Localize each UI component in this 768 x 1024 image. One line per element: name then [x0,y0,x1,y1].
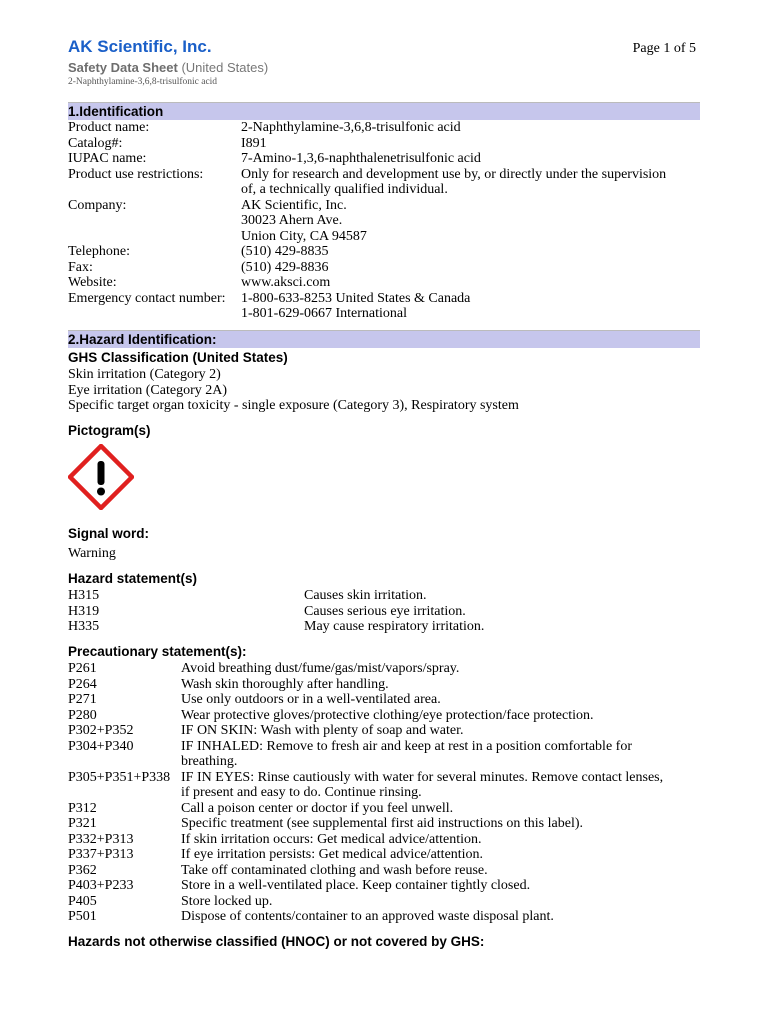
pictogram-heading: Pictogram(s) [68,423,151,438]
precaution-text-line: IF INHALED: Remove to fresh air and keep at rest in a position comfortable for [181,738,632,754]
hazard-text: Causes serious eye irritation. [304,603,466,619]
ghs-classification-item: Specific target organ toxicity - single exposure (Category 3), Respiratory system [68,398,519,413]
section-identification-header: 1.Identification [68,102,700,120]
precaution-text-line: Specific treatment (see supplemental first aid instructions on this label). [181,816,584,831]
identification-row [68,291,700,322]
precaution-code: P280 [68,707,97,723]
hazard-code: H335 [68,619,100,634]
precaution-text [181,739,701,770]
identification-value [241,120,701,136]
ghs-classification-heading: GHS Classification (United States) [68,350,288,365]
hazard-code: H319 [68,603,100,619]
hazard-code: H315 [68,588,100,603]
precaution-text [181,847,701,863]
section-hazard-header: 2.Hazard Identification: [68,330,700,348]
identification-label: Catalog#: [68,135,123,151]
precaution-text [181,801,701,817]
identification-value-line: www.aksci.com [241,275,331,290]
precaution-text-line: Store locked up. [181,893,273,909]
identification-row [68,244,700,260]
identification-label: Emergency contact number: [68,290,226,306]
precaution-text-line: Take off contaminated clothing and wash before reuse. [181,862,488,878]
identification-value [241,198,701,245]
ghs-classification-item: Eye irritation (Category 2A) [68,382,228,398]
hazard-text: Causes skin irritation. [304,588,427,603]
precaution-text [181,878,701,894]
precaution-code: P264 [68,676,97,692]
precaution-text-line: If skin irritation occurs: Get medical advice/attention. [181,831,482,847]
identification-value-line: AK Scientific, Inc. [241,197,347,213]
identification-row [68,275,700,291]
precaution-code: P403+P233 [68,878,134,893]
identification-value [241,167,701,198]
precaution-text-line: Avoid breathing dust/fume/gas/mist/vapors/spray. [181,661,460,676]
identification-value-line: 2-Naphthylamine-3,6,8-trisulfonic acid [241,120,461,135]
hnoc-heading: Hazards not otherwise classified (HNOC) or not covered by GHS: [68,934,485,949]
precaution-text-line: If eye irritation persists: Get medical advice/attention. [181,847,484,862]
signal-word-heading: Signal word: [68,526,149,541]
precaution-code: P304+P340 [68,738,134,754]
chemical-subtitle: 2-Naphthylamine-3,6,8-trisulfonic acid [68,77,218,87]
hazard-statements-heading: Hazard statement(s) [68,571,198,586]
identification-value [241,151,701,167]
precaution-text [181,692,701,708]
precaution-code: P305+P351+P338 [68,769,171,785]
precaution-text-line: Store in a well-ventilated place. Keep container tightly closed. [181,878,531,893]
precautionary-statements-heading: Precautionary statement(s): [68,644,247,659]
document-type [68,60,268,75]
precaution-text [181,770,701,801]
identification-label: Telephone: [68,244,130,259]
precaution-text-line: Dispose of contents/container to an approved waste disposal plant. [181,909,554,924]
identification-label: Company: [68,197,127,213]
identification-value-line: Only for research and development use by, or directly under the supervision [241,166,667,182]
identification-row [68,136,700,152]
identification-value-line: of, a technically qualified individual. [241,182,448,197]
precaution-code: P271 [68,692,97,707]
exclamation-mark-pictogram-icon [68,444,134,510]
precaution-text [181,863,701,879]
identification-value-line: (510) 429-8836 [241,259,329,275]
precaution-text [181,723,701,739]
precaution-text-line: breathing. [181,754,238,769]
identification-row [68,151,700,167]
document-title: Safety Data Sheet [68,60,178,75]
page-number: Page 1 of 5 [632,41,696,56]
identification-row [68,260,700,276]
identification-value-line: Union City, CA 94587 [241,228,367,244]
identification-value-line: 1-801-629-0667 International [241,306,408,321]
identification-value [241,275,701,291]
identification-row [68,167,700,198]
identification-label: Product use restrictions: [68,166,204,182]
precaution-text-line: Call a poison center or doctor if you feel unwell. [181,800,454,816]
precaution-text [181,894,701,910]
precaution-text [181,816,701,832]
identification-value-line: 1-800-633-8253 United States & Canada [241,290,471,306]
company-name: AK Scientific, Inc. [68,37,212,56]
precaution-text-line: Use only outdoors or in a well-ventilated area. [181,692,441,707]
identification-value [241,244,701,260]
signal-word: Warning [68,546,116,561]
identification-row [68,198,700,245]
precaution-code: P302+P352 [68,723,134,738]
precaution-text [181,832,701,848]
precaution-code: P405 [68,893,97,909]
precaution-code: P332+P313 [68,831,134,847]
document-region: (United States) [181,60,269,75]
ghs-classification-item: Skin irritation (Category 2) [68,367,221,382]
precaution-code: P337+P313 [68,847,134,862]
precaution-text-line: if present and easy to do. Continue rinsing. [181,785,422,800]
identification-value [241,291,701,322]
precaution-text [181,661,701,677]
precaution-code: P501 [68,909,97,924]
precaution-text-line: IF IN EYES: Rinse cautiously with water for several minutes. Remove contact lenses, [181,769,664,785]
precaution-code: P312 [68,800,97,816]
precaution-text-line: Wash skin thoroughly after handling. [181,676,389,692]
identification-value-line: 30023 Ahern Ave. [241,213,343,228]
identification-value-line: I891 [241,135,267,151]
identification-label: Fax: [68,259,93,275]
precaution-text [181,677,701,693]
precaution-text [181,909,701,925]
precaution-text [181,708,701,724]
identification-value-line: 7-Amino-1,3,6-naphthalenetrisulfonic acid [241,151,481,166]
identification-row [68,120,700,136]
hazard-text: May cause respiratory irritation. [304,619,485,634]
precaution-code: P362 [68,862,97,878]
identification-label: Product name: [68,120,150,135]
precaution-text-line: Wear protective gloves/protective clothing/eye protection/face protection. [181,707,594,723]
precaution-code: P261 [68,661,97,676]
precaution-text-line: IF ON SKIN: Wash with plenty of soap and water. [181,723,464,738]
identification-label: Website: [68,275,117,290]
identification-value [241,136,701,152]
precaution-code: P321 [68,816,97,831]
identification-label: IUPAC name: [68,151,147,166]
identification-value-line: (510) 429-8835 [241,244,329,259]
identification-value [241,260,701,276]
